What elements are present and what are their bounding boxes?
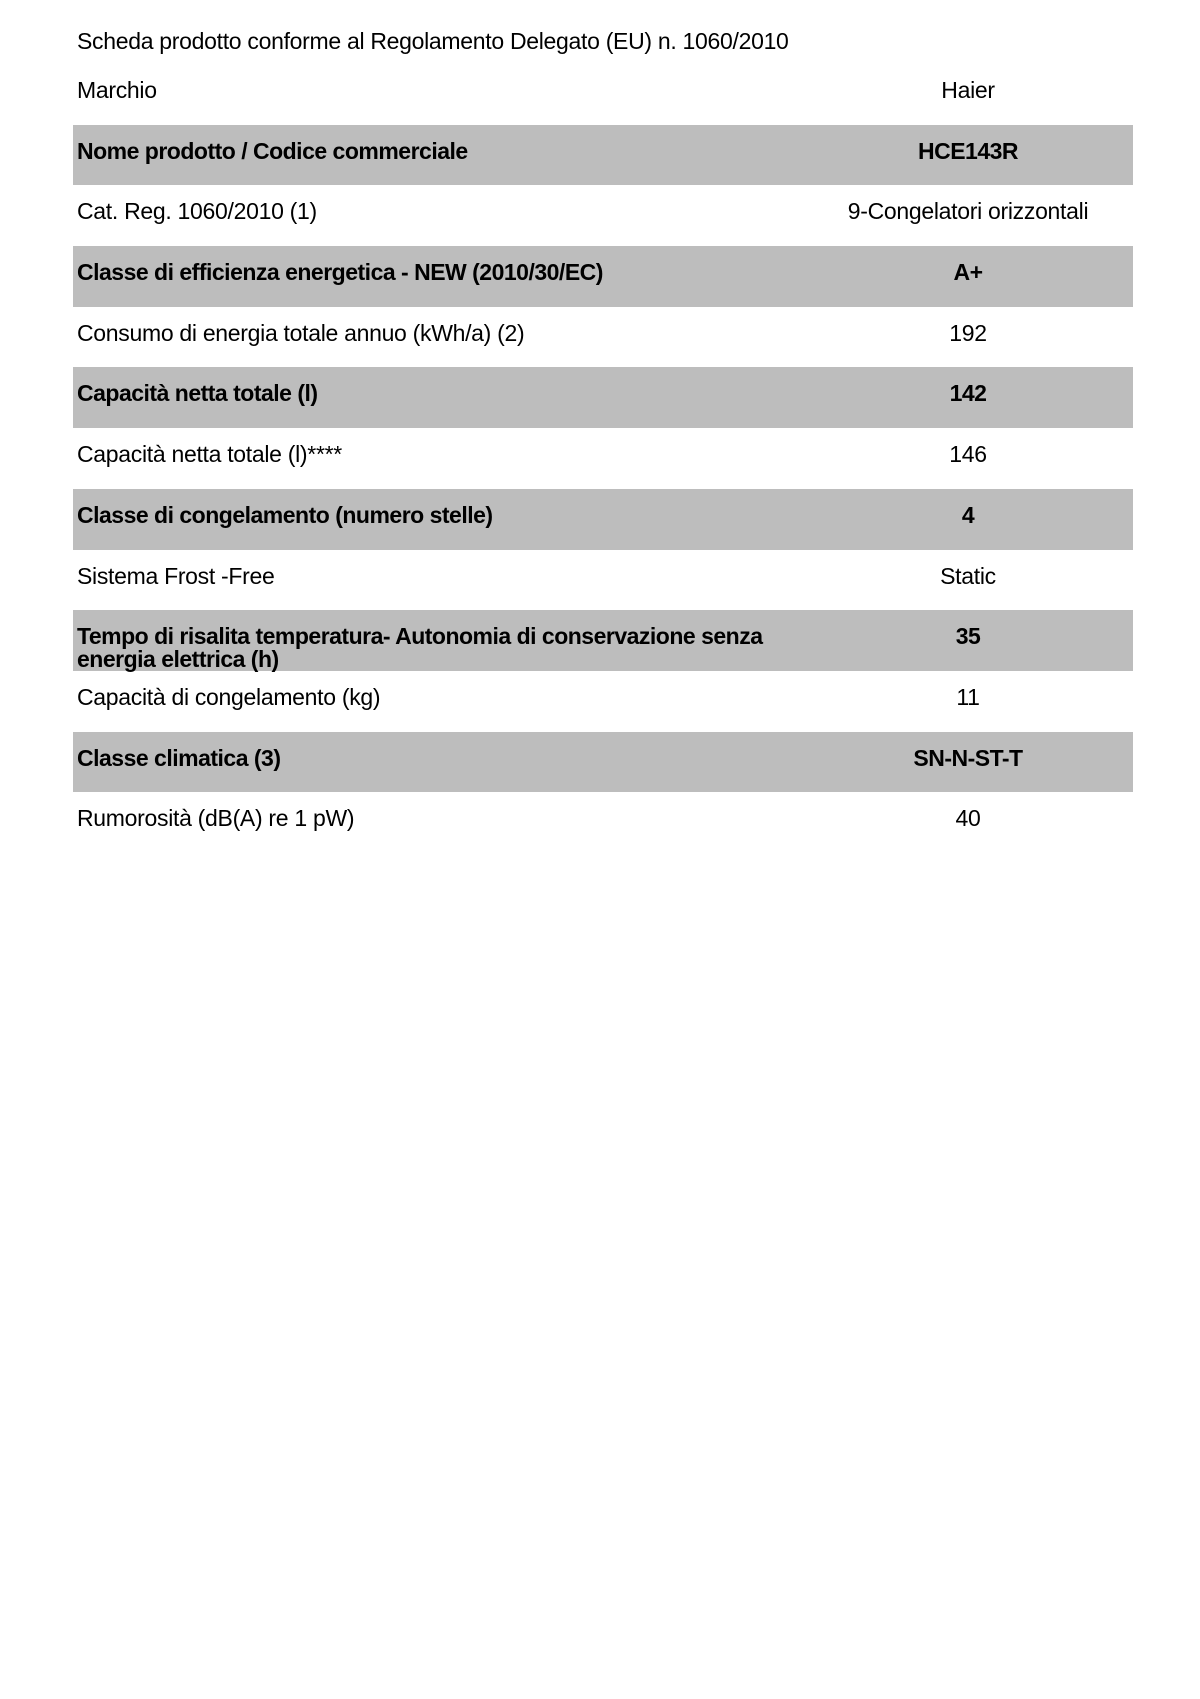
spec-row-category — [73, 185, 1133, 246]
spec-value: 9-Congelatori orizzontali — [847, 198, 1089, 225]
spec-label: Sistema Frost -Free — [77, 562, 275, 589]
spec-row-frost-free — [73, 550, 1133, 611]
spec-row-noise — [73, 792, 1133, 853]
spec-value: SN-N-ST-T — [913, 744, 1023, 771]
spec-label: Capacità netta totale (l) — [77, 380, 318, 407]
spec-label: Capacità di congelamento (kg) — [77, 683, 381, 710]
spec-label: Nome prodotto / Codice commerciale — [77, 137, 468, 164]
spec-label: Rumorosità (dB(A) re 1 pW) — [77, 805, 355, 832]
spec-value: 35 — [955, 623, 981, 650]
spec-value: A+ — [953, 259, 983, 286]
spec-value: 142 — [949, 380, 987, 407]
spec-value: Static — [940, 562, 996, 589]
spec-row-net-capacity — [73, 367, 1133, 428]
spec-label: Classe di congelamento (numero stelle) — [77, 501, 493, 528]
page-heading: Scheda prodotto conforme al Regolamento Delegato (EU) n. 1060/2010 — [77, 28, 789, 54]
spec-value: HCE143R — [917, 137, 1019, 164]
spec-row-product-name — [73, 125, 1133, 186]
spec-row-temperature-rise-time — [73, 610, 1133, 671]
spec-row-brand — [73, 64, 1133, 125]
spec-value: 11 — [956, 683, 980, 710]
spec-row-freezing-capacity — [73, 671, 1133, 732]
spec-label: Marchio — [77, 77, 157, 103]
spec-value: 192 — [949, 319, 987, 346]
spec-label: Classe climatica (3) — [77, 744, 281, 771]
spec-label: Cat. Reg. 1060/2010 (1) — [77, 198, 317, 225]
spec-label: Classe di efficienza energetica - NEW (2010/30/EC) — [77, 259, 603, 286]
spec-row-annual-consumption — [73, 307, 1133, 368]
spec-label: Capacità netta totale (l)**** — [77, 441, 342, 468]
product-spec-table — [73, 64, 1133, 853]
spec-row-climate-class — [73, 732, 1133, 793]
spec-label: Tempo di risalita temperatura- Autonomia di conservazione senza energia elettrica (h) — [77, 623, 763, 673]
spec-value: 4 — [961, 501, 975, 528]
spec-value: 146 — [949, 441, 987, 468]
spec-value: Haier — [941, 77, 995, 103]
spec-label: Consumo di energia totale annuo (kWh/a) (2) — [77, 319, 525, 346]
spec-row-freezing-class — [73, 489, 1133, 550]
spec-row-net-capacity-star — [73, 428, 1133, 489]
spec-value: 40 — [955, 805, 981, 832]
spec-row-energy-class — [73, 246, 1133, 307]
